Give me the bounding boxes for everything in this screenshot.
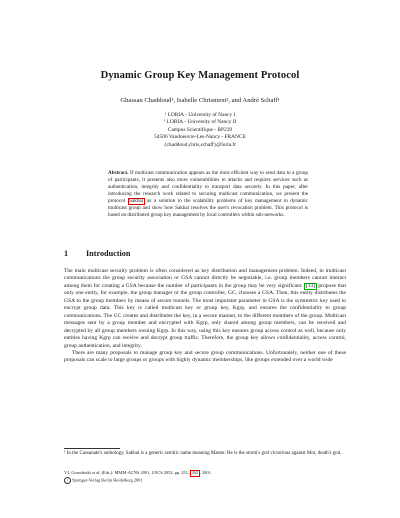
paragraph-1 <box>64 268 346 350</box>
paper-authors: Ghassan Chaddoud¹, Isabelle Chrisment², and André Schaff¹ <box>120 97 280 104</box>
page-range-link[interactable]: 262 <box>191 470 199 475</box>
affiliation-line-2: ² LORIA - University of Nancy II <box>163 119 237 126</box>
footnote: ¹ In the Cassanate's anthology, Sakbal is a generic semitic name meaning Master. He is the storm's god victorious against Mot, death's god. <box>64 451 342 456</box>
paragraph-1-part-2: propose that only one entity, for example, the group manager or the group controller, GC, chooses a GSA. Then, this entity distributes the GSA to the group members by means of secure tunnels. The most important parameter in GSA is the symmetric key used to encrypt group data. This key is called multicast key or group key, Kgrp, and ensures the confidentiality to group communications. The GC creates and distributes the key, in a secure manner, to the different members of the group. Multicast messages sent by a group member and encrypted with Kgrp, only shared among group members, can be received and decrypted by all group members owning Kgrp. In this way, using this key ensures group access control as well, because only entities having Kgrp can receive and decrypt group traffic. Therefore, the group key allows confidentiality, access control, group authentication, and integrity. <box>64 282 346 349</box>
section-heading <box>64 249 130 258</box>
citation-link[interactable]: [13] <box>305 282 316 289</box>
paper-title: Dynamic Group Key Management Protocol <box>100 70 300 81</box>
footer-citation-end: , 2001. <box>199 470 212 475</box>
footnote-rule <box>64 448 120 449</box>
section-title: Introduction <box>86 249 131 258</box>
paragraph-2: There are many proposals to manage group key and secure group communications. Unfortunately, neither one of these proposals can scale to large groups or groups with highly dynamic memberships, like groups extended over a world wide <box>64 349 346 364</box>
body-text <box>64 268 346 365</box>
footer-citation-text: V.I. Gorodetski et al. (Eds.): MMM-ACNS 2001, LNCS 2052, pp. 251– <box>64 470 191 475</box>
footnote-link[interactable]: Sakbal <box>129 198 144 205</box>
affiliation-line-1: ¹ LORIA - University of Nancy I <box>164 112 236 118</box>
footer-publisher: Springer-Verlag Berlin Heidelberg 2001 <box>72 477 143 483</box>
affiliation-emails: {chaddoud,chris,schaff}@loria.fr <box>163 141 237 148</box>
abstract-text-1: If multicast communication appears as the most efficient way to send data to a group of participants, it presents also more vulnerabilities to attacks and requires services such as authentication, integrity and confidentiality to transport data securely. In this paper, after introducing the research work related to securing multicast communication, we present the protocol <box>108 170 308 205</box>
copyright-icon: c <box>64 477 71 484</box>
paragraph-1-part-1: The main multicast security problem is often considered as key distribution and management problem. Indeed, in multicast communications the group security association or GSA cannot directly be negotiable, i.e. group members cannot interact among them for creating a GSA because the number of participants in the group may be very significant. <box>64 268 346 289</box>
page-footer <box>64 470 346 484</box>
footer-copyright <box>64 477 346 484</box>
abstract-text-2: as a solution to the scalability problems of key management in dynamic multicast group and show how Sakbal resolves the user's revocation problem. This protocol is based on distributed group key management by local controllers within sub-networks. <box>108 198 308 219</box>
affiliations <box>0 112 400 149</box>
abstract <box>108 170 308 219</box>
affiliation-line-3: Campus Scientifique - BP239 <box>167 126 233 133</box>
section-number: 1 <box>64 249 69 258</box>
abstract-label: Abstract. <box>108 170 129 176</box>
affiliation-line-4: 54506 Vandoeuvre-Les-Nancy - FRANCE <box>154 134 246 141</box>
